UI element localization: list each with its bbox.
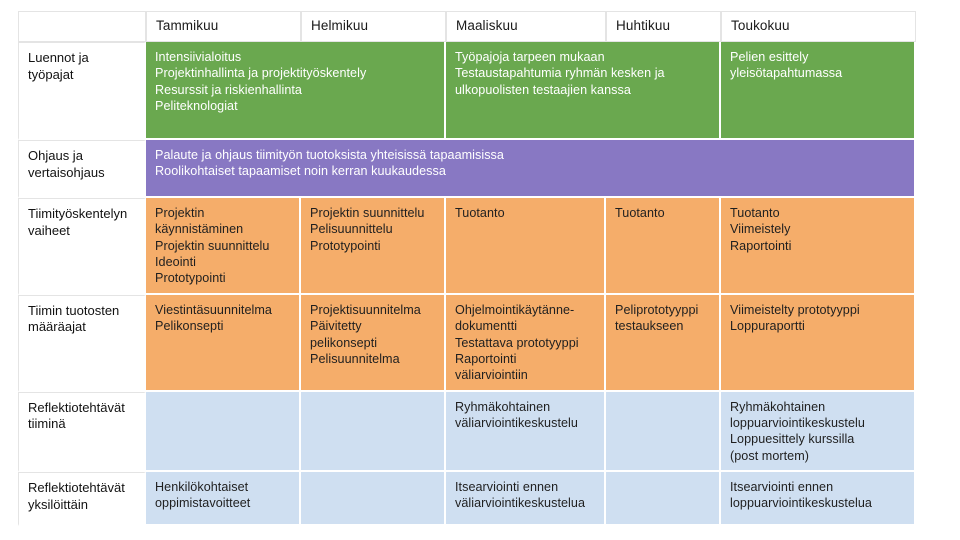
- table-row: [18, 140, 916, 198]
- cell-text: [455, 205, 595, 221]
- row-label: Reflektiotehtävät tiiminä: [18, 392, 146, 472]
- row-label: Reflektiotehtävät yksilöittäin: [18, 472, 146, 526]
- column-header-month: Huhtikuu: [606, 11, 721, 42]
- table-cell: [146, 472, 301, 526]
- table-row: [18, 295, 916, 392]
- cell-text: [455, 302, 595, 384]
- cell-text: [310, 205, 435, 254]
- table-cell: [721, 198, 916, 295]
- cell-line: loppuarviointikeskustelua: [730, 496, 872, 511]
- cell-line: Roolikohtaiset tapaamiset noin kerran kuukaudessa: [155, 164, 446, 179]
- table-row: [18, 42, 916, 140]
- table-cell: [606, 392, 721, 472]
- cell-line: (post mortem): [730, 448, 810, 463]
- row-label: Tiimin tuotosten määräajat: [18, 295, 146, 392]
- cell-text: [730, 399, 905, 464]
- cell-text: [155, 147, 905, 180]
- table-cell: [146, 392, 301, 472]
- cell-line: Loppuesittely kurssilla: [730, 432, 855, 447]
- column-header-month: Maaliskuu: [446, 11, 606, 42]
- cell-text: [310, 302, 435, 367]
- table-cell: [721, 472, 916, 526]
- cell-text: [155, 479, 290, 512]
- cell-line: Raportointi: [455, 351, 517, 366]
- cell-text: [455, 479, 595, 512]
- course-schedule: [18, 11, 916, 517]
- cell-line: pelikonsepti: [310, 335, 378, 350]
- table-row: [18, 198, 916, 295]
- cell-line: dokumentti: [455, 319, 518, 334]
- cell-line: Ideointi: [155, 255, 197, 270]
- cell-line: Viimeistely: [730, 222, 791, 237]
- cell-line: Peliteknologiat: [155, 99, 238, 114]
- cell-text: [730, 205, 905, 254]
- cell-text: [455, 399, 595, 432]
- cell-line: Projektin suunnittelu: [310, 206, 425, 220]
- cell-line: Loppuraportti: [730, 319, 805, 334]
- schedule-table: [18, 11, 916, 526]
- cell-line: Projektinhallinta ja projektityöskentely: [155, 66, 367, 81]
- cell-line: Testaustapahtumia ryhmän kesken ja: [455, 66, 665, 81]
- cell-line: Pelikonsepti: [155, 319, 224, 334]
- cell-line: Projektin: [155, 206, 205, 220]
- cell-line: Henkilökohtaiset: [155, 480, 249, 495]
- table-cell: [606, 295, 721, 392]
- cell-line: testaukseen: [615, 319, 684, 334]
- cell-line: Päivitetty: [310, 319, 362, 334]
- cell-line: yleisötapahtumassa: [730, 66, 843, 81]
- cell-line: Tuotanto: [730, 206, 780, 220]
- cell-text: [730, 302, 905, 335]
- cell-line: Prototypointi: [155, 271, 226, 286]
- cell-line: Pelien esittely: [730, 50, 809, 64]
- column-header-month: Helmikuu: [301, 11, 446, 42]
- table-cell: [301, 198, 446, 295]
- row-label: Luennot ja työpajat: [18, 42, 146, 140]
- cell-line: Projektisuunnitelma: [310, 302, 421, 317]
- cell-text: [730, 49, 905, 82]
- cell-line: käynnistäminen: [155, 222, 244, 237]
- cell-line: oppimistavoitteet: [155, 496, 251, 511]
- cell-line: ulkopuolisten testaajien kanssa: [455, 82, 631, 97]
- cell-line: Palaute ja ohjaus tiimityön tuotoksista yhteisissä tapaamisissa: [155, 148, 504, 162]
- table-cell: [606, 198, 721, 295]
- cell-line: Viestintäsuunnitelma: [155, 302, 272, 317]
- table-cell: [721, 392, 916, 472]
- cell-line: väliarviointikeskustelua: [455, 496, 585, 511]
- cell-line: Projektin suunnittelu: [155, 238, 270, 253]
- cell-line: Prototypointi: [310, 238, 381, 253]
- cell-line: Itsearviointi ennen: [730, 480, 834, 495]
- table-cell: [146, 140, 916, 198]
- cell-line: Tuotanto: [615, 206, 665, 220]
- cell-line: Pelisuunnitelma: [310, 351, 400, 366]
- cell-text: [155, 49, 435, 114]
- table-cell: [146, 198, 301, 295]
- table-cell: [446, 198, 606, 295]
- column-header-month: Tammikuu: [146, 11, 301, 42]
- table-cell: [446, 295, 606, 392]
- cell-line: Viimeistelty prototyyppi: [730, 302, 860, 317]
- cell-line: Tuotanto: [455, 206, 505, 220]
- cell-line: Itsearviointi ennen: [455, 480, 559, 495]
- table-cell: [721, 42, 916, 140]
- row-label: Tiimityöskentelyn vaiheet: [18, 198, 146, 295]
- cell-line: loppuarviointikeskustelu: [730, 415, 865, 430]
- table-cell: [301, 295, 446, 392]
- cell-text: [155, 302, 290, 335]
- table-cell: [146, 295, 301, 392]
- column-header-month: Toukokuu: [721, 11, 916, 42]
- table-cell: [301, 472, 446, 526]
- table-cell: [721, 295, 916, 392]
- cell-line: Resurssit ja riskienhallinta: [155, 82, 302, 97]
- cell-text: [730, 479, 905, 512]
- cell-text: [615, 205, 710, 221]
- cell-line: Raportointi: [730, 238, 792, 253]
- cell-line: Työpajoja tarpeen mukaan: [455, 50, 605, 64]
- cell-text: [455, 49, 710, 98]
- cell-line: Ohjelmointikäytänne-: [455, 302, 575, 317]
- table-cell: [446, 392, 606, 472]
- table-cell: [446, 42, 721, 140]
- table-header-row: [18, 11, 916, 42]
- cell-text: [615, 302, 710, 335]
- cell-line: Testattava prototyyppi: [455, 335, 579, 350]
- table-cell: [301, 392, 446, 472]
- table-row: [18, 472, 916, 526]
- table-corner-cell: [18, 11, 146, 42]
- cell-line: väliarviointiin: [455, 368, 528, 383]
- table-cell: [606, 472, 721, 526]
- row-label: Ohjaus ja vertaisohjaus: [18, 140, 146, 198]
- cell-line: Intensiivialoitus: [155, 50, 242, 64]
- cell-line: Peliprototyyppi: [615, 302, 699, 317]
- table-cell: [146, 42, 446, 140]
- table-row: [18, 392, 916, 472]
- table-cell: [446, 472, 606, 526]
- cell-text: [155, 205, 290, 287]
- cell-line: Ryhmäkohtainen: [455, 399, 551, 414]
- cell-line: Ryhmäkohtainen: [730, 399, 826, 414]
- cell-line: väliarviointikeskustelu: [455, 415, 578, 430]
- cell-line: Pelisuunnittelu: [310, 222, 393, 237]
